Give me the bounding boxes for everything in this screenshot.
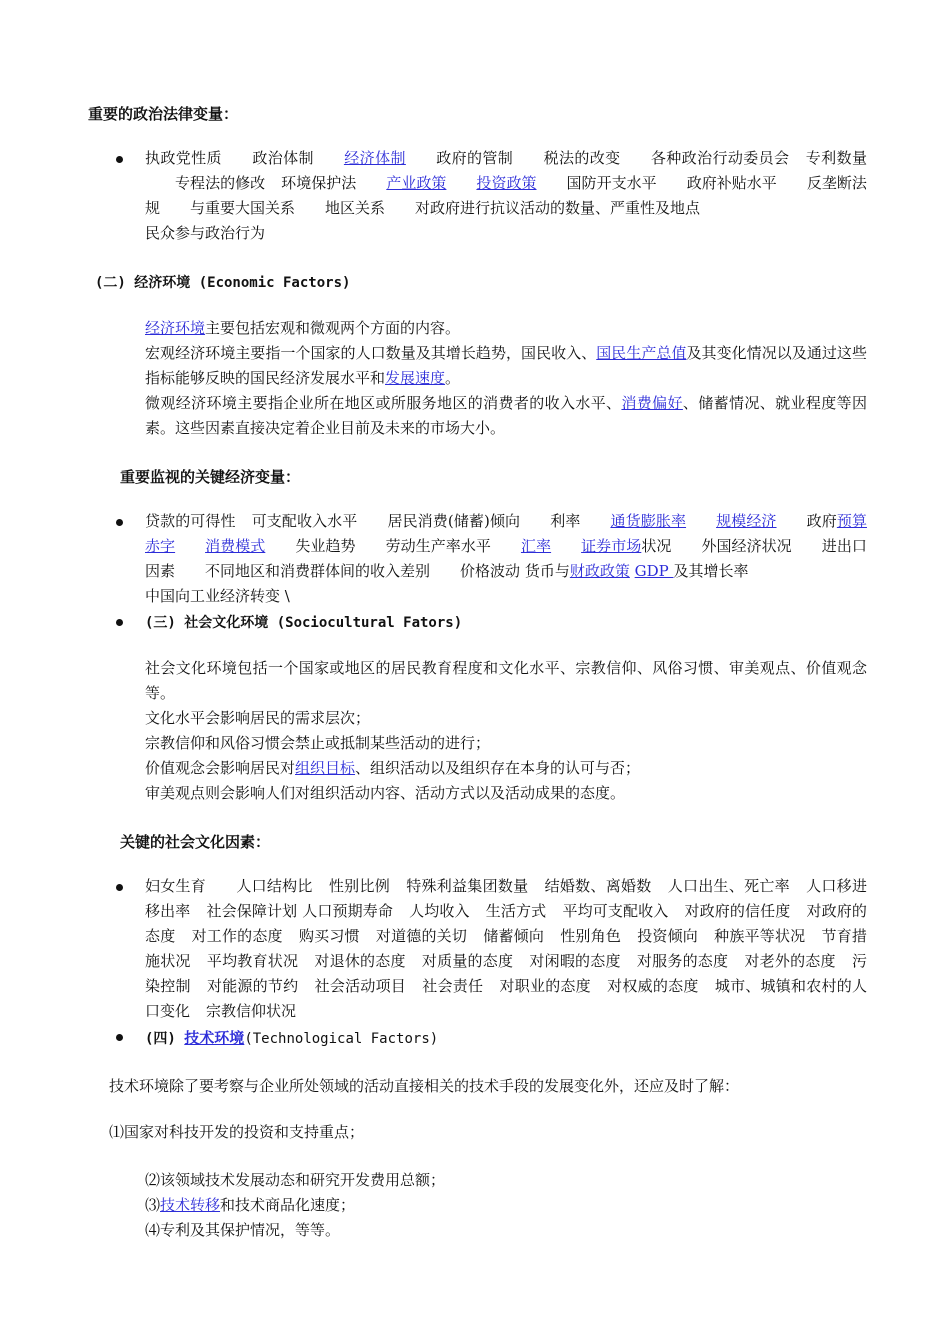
tech-item-2: ⑵该领域技术发展动态和研究开发费用总额； [145, 1171, 446, 1189]
economic-heading: (二) 经济环境 (Economic Factors) [95, 275, 351, 291]
link-gnp[interactable]: 国民生产总值 [596, 344, 687, 362]
link-tech-transfer[interactable]: 技术转移 [160, 1196, 221, 1214]
economic-description: 经济环境主要包括宏观和微观两个方面的内容。 宏观经济环境主要指一个国家的人口数量及其增长趋势，国民收入、国民生产总值及其变化情况以及通过这些指标能够反映的国民经济发展水平和发展速度。 微观经济环境主要指企业所在地区或所服务地区的消费者的收入水平、消费偏好、储蓄情况、就业程度等因素。这些因素直接决定着企业目前及未来的市场大小。 [145, 319, 867, 437]
economic-variables: 贷款的可得性 可支配收入水平 居民消费(储蓄)倾向 利率 通货膨胀率 规模经济 政府预算赤字 消费模式 失业趋势 劳动生产率水平 汇率 证券市场状况 外国经济状况 进出口因素 不同地区和消费群体间的收入差别 价格波动 货币与财政政策 GDP 及其增长率 中国向工业经济转变 \ [145, 512, 867, 605]
tech-intro: 技术环境除了要考察与企业所处领域的活动直接相关的技术手段的发展变化外，还应及时了解： [109, 1077, 740, 1095]
social-heading: (三) 社会文化环境 (Sociocultural Fators) [145, 615, 463, 631]
link-inflation[interactable]: 通货膨胀率 [610, 512, 687, 530]
bullet-political [116, 156, 123, 163]
link-consumer-preference[interactable]: 消费偏好 [621, 394, 683, 412]
link-exchange-rate[interactable]: 汇率 [520, 537, 552, 555]
political-variables: 执政党性质 政治体制 经济体制 政府的管制 税法的改变 各种政治行动委员会 专利数量专程法的修改 环境保护法 产业政策 投资政策 国防开支水平 政府补贴水平 反垄断法规 与重要大国关系 地区关系 对政府进行抗议活动的数量、严重性及地点 民众参与政治行为 [145, 149, 867, 242]
link-economies-of-scale[interactable]: 规模经济 [716, 512, 777, 530]
link-organizational-goals[interactable]: 组织目标 [295, 759, 356, 777]
bullet-social [116, 884, 123, 891]
social-key-heading: 关键的社会文化因素： [120, 833, 271, 851]
link-economic-system[interactable]: 经济体制 [343, 149, 406, 167]
link-investment-policy[interactable]: 投资政策 [476, 174, 537, 192]
social-factors: 妇女生育 人口结构比 性别比例 特殊利益集团数量 结婚数、离婚数 人口出生、死亡率 人口移进移出率 社会保障计划 人口预期寿命 人均收入 生活方式 平均可支配收入 对政府的信任度 对政府的态度 对工作的态度 购买习惯 对道德的关切 储蓄倾向 性别角色 投资倾向 种族平等状况 节育措施状况 平均教育状况 对退休的态度 对质量的态度 对闲暇的态度 对服务的态度 对老外的态度 污染控制 对能源的节约 社会活动项目 社会责任 对职业的态度 对权威的态度 城市、城镇和农村的人口变化 宗教信仰状况 [145, 877, 867, 1020]
tech-item-1: ⑴国家对科技开发的投资和支持重点； [109, 1123, 365, 1141]
link-budget-deficit[interactable]: 预算赤字 [145, 512, 867, 555]
social-description: 社会文化环境包括一个国家或地区的居民教育程度和文化水平、宗教信仰、风俗习惯、审美观点、价值观念等。 文化水平会影响居民的需求层次； 宗教信仰和风俗习惯会禁止或抵制某些活动的进行； 价值观念会影响居民对组织目标、组织活动以及组织存在本身的认可与否； 审美观点则会影响人们对组织活动内容、活动方式以及活动成果的态度。 [145, 659, 867, 802]
economic-key-heading: 重要监视的关键经济变量： [120, 468, 301, 486]
link-securities-market[interactable]: 证券市场 [581, 537, 642, 555]
tech-heading: (四) 技术环境(Technological Factors) [145, 1029, 439, 1047]
link-fiscal-policy[interactable]: 财政政策 [569, 562, 630, 580]
bullet-economic [116, 519, 123, 526]
bullet-tech-heading [116, 1034, 123, 1041]
link-industrial-policy[interactable]: 产业政策 [386, 174, 447, 192]
tech-items [145, 1168, 445, 1243]
link-tech-environment[interactable]: 技术环境 [184, 1029, 245, 1047]
tech-item-3: ⑶技术转移和技术商品化速度； [145, 1196, 356, 1214]
link-economic-environment[interactable]: 经济环境 [145, 319, 206, 337]
political-heading: 重要的政治法律变量： [88, 105, 239, 123]
link-gdp[interactable]: GDP [634, 562, 674, 580]
link-development-speed[interactable]: 发展速度 [385, 369, 446, 387]
bullet-social-heading [116, 619, 123, 626]
tech-item-4: ⑷专利及其保护情况，等等。 [145, 1221, 341, 1239]
link-consumption-pattern[interactable]: 消费模式 [205, 537, 266, 555]
